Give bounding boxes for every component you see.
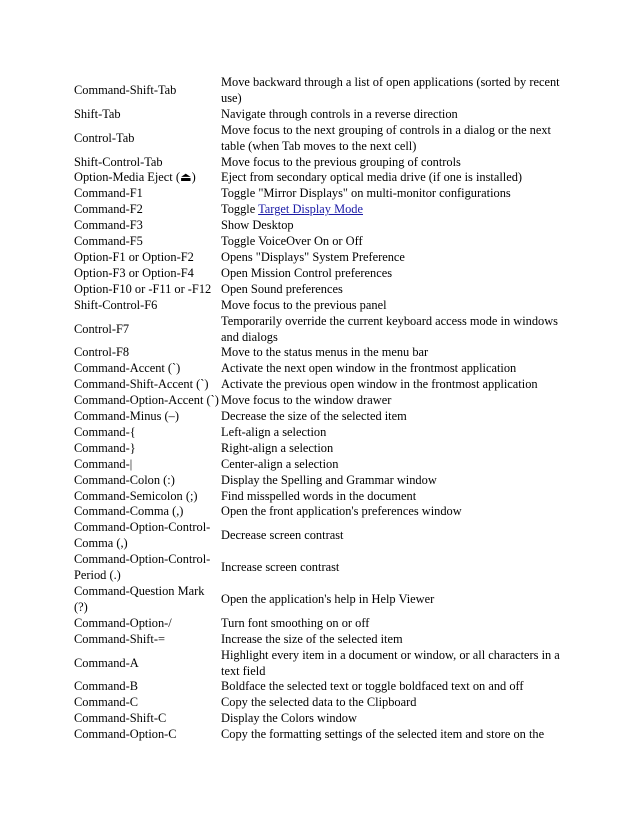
shortcut-description: Temporarily override the current keyboard access mode in windows and dialogs xyxy=(221,313,559,344)
shortcut-description: Open the front application's preferences window xyxy=(221,504,462,519)
table-row xyxy=(74,457,574,473)
shortcut-key: Command-Minus (–) xyxy=(74,409,179,424)
table-row xyxy=(74,234,574,250)
shortcut-key: Command-Comma (,) xyxy=(74,504,184,519)
table-row xyxy=(74,186,574,202)
shortcut-key: Command-Shift-= xyxy=(74,631,165,646)
shortcut-key: Command-B xyxy=(74,679,139,694)
shortcut-key: Command-F1 xyxy=(74,186,143,201)
shortcut-key: Command-Option-C xyxy=(74,727,177,742)
shortcut-description: Copy the formatting settings of the selected item and store on the xyxy=(221,727,545,742)
shortcut-key: Option-F10 or -F11 or -F12 xyxy=(74,281,212,296)
table-row xyxy=(74,250,574,266)
table-row xyxy=(74,314,574,346)
shortcut-description: Move focus to the previous panel xyxy=(221,297,387,312)
target-display-mode-link[interactable]: Target Display Mode xyxy=(258,202,363,217)
shortcut-key: Command-Option-Control-Comma (,) xyxy=(74,520,211,551)
shortcut-description: Opens "Displays" System Preference xyxy=(221,249,405,264)
shortcut-description: Center-align a selection xyxy=(221,456,339,471)
shortcut-table-body xyxy=(74,75,574,743)
shortcut-description: Activate the next open window in the frontmost application xyxy=(221,361,517,376)
shortcut-description: Move focus to the previous grouping of controls xyxy=(221,154,461,169)
shortcut-key: Command-| xyxy=(74,456,133,471)
shortcut-description: Open Mission Control preferences xyxy=(221,265,393,280)
shortcut-key: Control-Tab xyxy=(74,130,135,145)
shortcut-description: Show Desktop xyxy=(221,218,294,233)
shortcut-description: Display the Spelling and Grammar window xyxy=(221,472,437,487)
table-row xyxy=(74,202,574,218)
shortcut-key: Command-Option-Accent (`) xyxy=(74,393,219,408)
shortcut-key: Command-F3 xyxy=(74,218,143,233)
shortcut-description: Left-align a selection xyxy=(221,424,327,439)
shortcut-key: Option-F3 or Option-F4 xyxy=(74,265,194,280)
table-row xyxy=(74,170,574,186)
table-row xyxy=(74,393,574,409)
shortcut-key: Shift-Control-Tab xyxy=(74,154,163,169)
table-row xyxy=(74,266,574,282)
shortcut-key: Control-F7 xyxy=(74,321,130,336)
shortcut-key: Command-F5 xyxy=(74,234,143,249)
shortcut-key: Option-Media Eject (⏏) xyxy=(74,170,196,185)
shortcut-description: Eject from secondary optical media drive (if one is installed) xyxy=(221,170,523,185)
table-row xyxy=(74,616,574,632)
table-row xyxy=(74,520,574,552)
table-row xyxy=(74,107,574,123)
table-row xyxy=(74,441,574,457)
table-row xyxy=(74,727,574,743)
table-row xyxy=(74,282,574,298)
shortcut-description: Highlight every item in a document or window, or all characters in a text field xyxy=(221,647,560,678)
shortcut-description: Boldface the selected text or toggle boldfaced text on and off xyxy=(221,679,524,694)
shortcut-description: Navigate through controls in a reverse direction xyxy=(221,106,458,121)
shortcut-key: Command-Colon (:) xyxy=(74,472,175,487)
shortcut-description: Activate the previous open window in the frontmost application xyxy=(221,377,538,392)
shortcut-description: Decrease the size of the selected item xyxy=(221,409,407,424)
shortcut-description: Turn font smoothing on or off xyxy=(221,615,370,630)
table-row xyxy=(74,695,574,711)
shortcut-description: Move to the status menus in the menu bar xyxy=(221,345,429,360)
shortcut-description: Copy the selected data to the Clipboard xyxy=(221,695,417,710)
table-row xyxy=(74,552,574,584)
shortcut-description: Move focus to the window drawer xyxy=(221,393,392,408)
shortcut-key: Command-F2 xyxy=(74,202,143,217)
shortcut-description: Toggle "Mirror Displays" on multi-monitor configurations xyxy=(221,186,511,201)
shortcut-key: Control-F8 xyxy=(74,345,130,360)
table-row xyxy=(74,361,574,377)
shortcut-description: Toggle VoiceOver On or Off xyxy=(221,234,363,249)
shortcut-description: Find misspelled words in the document xyxy=(221,488,417,503)
table-row xyxy=(74,711,574,727)
shortcut-description: Decrease screen contrast xyxy=(221,528,344,543)
table-row xyxy=(74,218,574,234)
shortcut-description: Move focus to the next grouping of controls in a dialog or the next table (when Tab moves to the next cell) xyxy=(221,122,552,153)
table-row xyxy=(74,345,574,361)
table-row xyxy=(74,632,574,648)
table-row xyxy=(74,489,574,505)
shortcut-key: Option-F1 or Option-F2 xyxy=(74,249,194,264)
shortcut-key: Command-Question Mark (?) xyxy=(74,584,205,614)
shortcut-key: Command-Option-Control-Period (.) xyxy=(74,552,211,583)
shortcut-key: Shift-Tab xyxy=(74,106,121,121)
shortcut-document xyxy=(74,75,574,743)
shortcut-description: Open the application's help in Help Viewer xyxy=(221,591,435,606)
shortcut-key: Command-Semicolon (;) xyxy=(74,488,198,503)
table-row xyxy=(74,377,574,393)
shortcut-key: Shift-Control-F6 xyxy=(74,297,158,312)
table-row xyxy=(74,584,574,616)
shortcut-key: Command-Accent (`) xyxy=(74,361,181,376)
shortcut-key: Command-Shift-Accent (`) xyxy=(74,377,209,392)
table-row xyxy=(74,75,574,107)
table-row xyxy=(74,473,574,489)
table-row xyxy=(74,123,574,155)
table-row xyxy=(74,298,574,314)
shortcut-description: Display the Colors window xyxy=(221,711,357,726)
shortcut-key: Command-{ xyxy=(74,424,136,439)
table-row xyxy=(74,155,574,171)
table-row xyxy=(74,425,574,441)
table-row xyxy=(74,409,574,425)
shortcut-table xyxy=(74,75,574,743)
table-row xyxy=(74,679,574,695)
shortcut-description: Right-align a selection xyxy=(221,440,334,455)
table-row xyxy=(74,504,574,520)
shortcut-description: Open Sound preferences xyxy=(221,281,343,296)
shortcut-key: Command-Option-/ xyxy=(74,615,172,630)
description-text: Toggle xyxy=(221,202,259,217)
shortcut-description: Increase screen contrast xyxy=(221,560,340,575)
shortcut-key: Command-Shift-C xyxy=(74,711,167,726)
shortcut-key: Command-C xyxy=(74,695,139,710)
table-row xyxy=(74,648,574,680)
shortcut-description: Increase the size of the selected item xyxy=(221,631,403,646)
shortcut-key: Command-A xyxy=(74,655,139,670)
shortcut-description xyxy=(221,202,574,218)
shortcut-key: Command-} xyxy=(74,440,136,455)
shortcut-key: Command-Shift-Tab xyxy=(74,82,177,97)
shortcut-description: Move backward through a list of open applications (sorted by recent use) xyxy=(221,75,560,105)
